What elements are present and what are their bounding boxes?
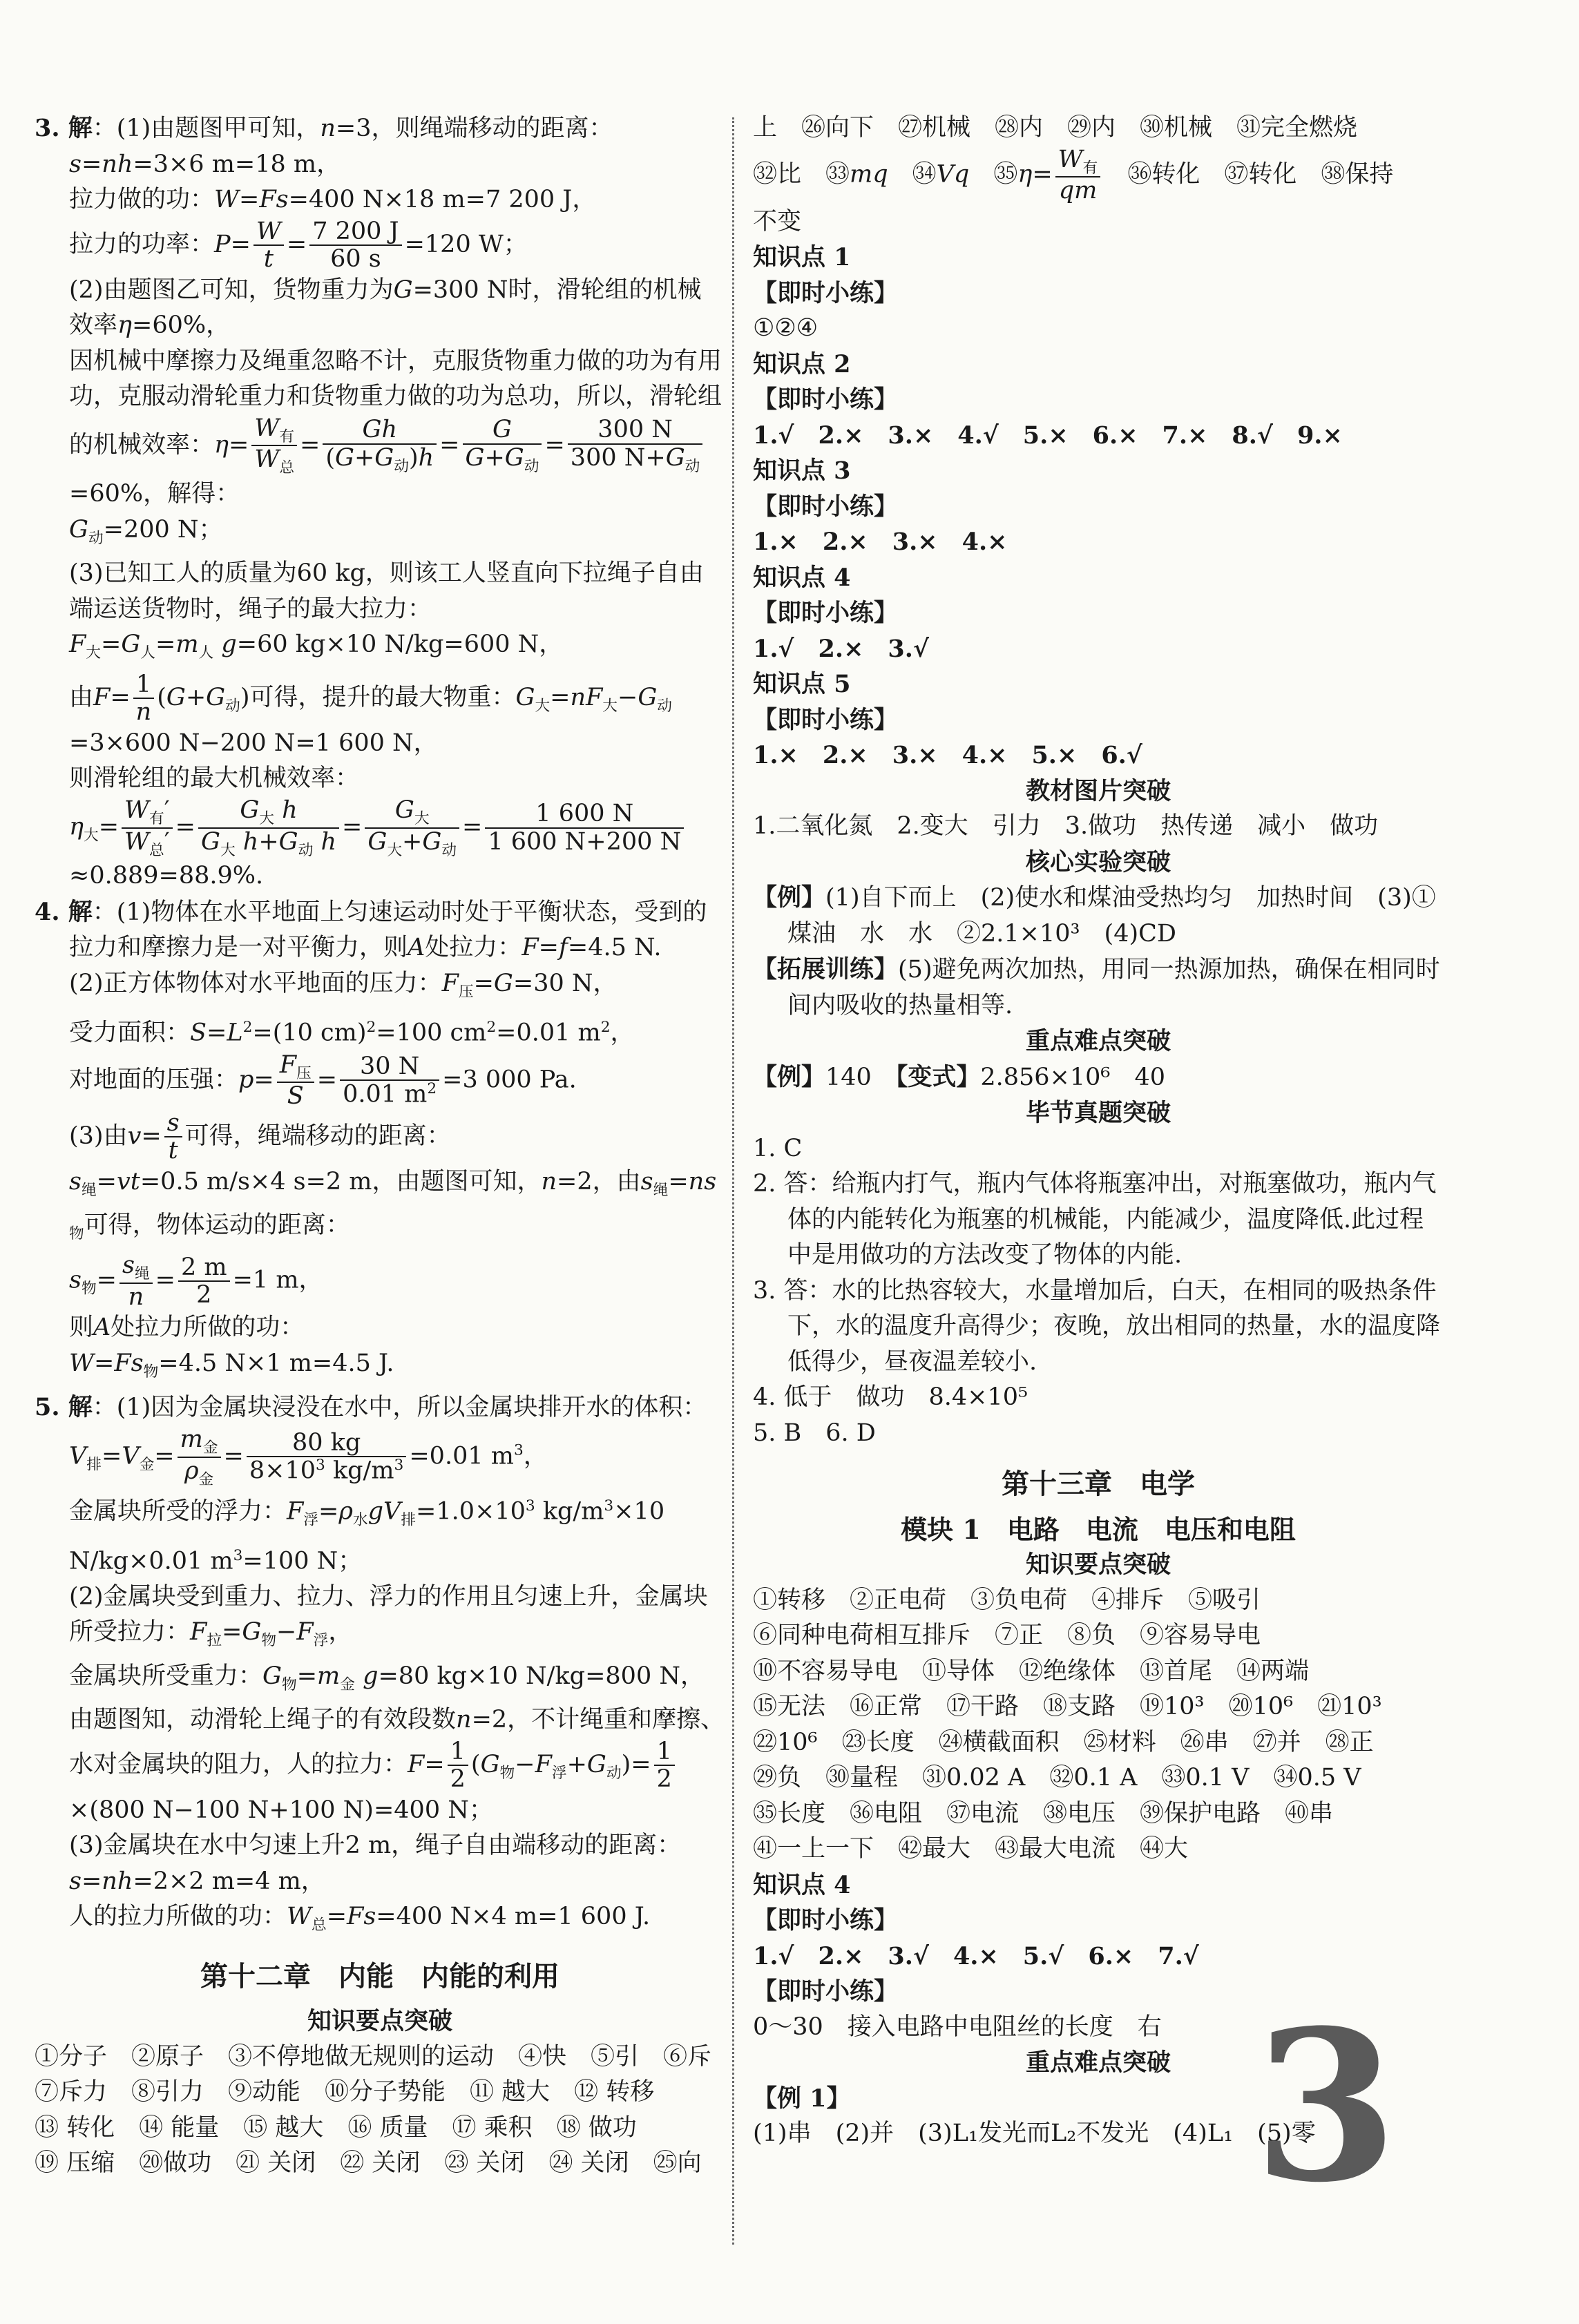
key-example xyxy=(753,1059,1444,1096)
knowledge-5-title: 知识点 5 xyxy=(753,670,851,699)
page-number: 3 xyxy=(1254,1984,1398,2228)
q4-line: (3)由v= $\frac{s}{t}$ 可得，绳端移动的距离： xyxy=(69,1108,451,1165)
q3-line: $F_大=G_人=m_人$ g=60 kg×10 N/kg=600 N， xyxy=(69,631,564,662)
q4-line: 受力面积：$S=L^2=(10$ cm)$^2$=100 $cm^2=0.01$ $m^2$， xyxy=(69,1019,635,1048)
ch13-answer-line: ㉟长度 ㊱电阻 ㊲电流 ㊳电压 ㊴保护电路 ㊵串 xyxy=(753,1799,1334,1827)
bijie-title: 毕节真题突破 xyxy=(1025,1099,1171,1128)
ch12-answer-line: ⑬ 转化 ⑭ 能量 ⑮ 越大 ⑯ 质量 ⑰ 乘积 ⑱ 做功 xyxy=(35,2113,637,2142)
bijie-q1: 1. C xyxy=(753,1134,803,1162)
practice-tag: 【即时小练】 xyxy=(753,492,899,521)
column-divider xyxy=(732,117,734,2245)
right-column xyxy=(753,111,1444,2152)
knowledge-4-title: 知识点 4 xyxy=(753,563,851,592)
q4-line: 对地面的压强：p= $\frac{F_压}{S}$ = $\frac{30 N}{0.01 m^2}$ =3 000 Pa. xyxy=(69,1050,577,1111)
q4-line: $s_绳=vt=0.5$ m/s×4 s=2 m，由题图可知，n=2，由$s_绳=ns_物$可得，物体运动的距离： xyxy=(69,1167,717,1243)
q3-line: s=nh=3×6 m=18 m， xyxy=(69,150,341,178)
q5-line: $V_排=V_金=$ $\frac{m_金}{\rho_金}$ = $\frac{80 kg}{8\times 10^3 kg/m^3}$ =0.01 $m^3$， xyxy=(69,1425,548,1488)
q4-line: 4. 解：(1)物体在水平地面上匀速运动时处于平衡状态，受到的拉力和摩擦力是一对平衡力，则A处拉力：F=f=4.5 N. xyxy=(35,897,707,962)
cont-line: ㉜比 ㉝mq ㉞Vq ㉟η= $\frac{W_有}{qm}$ ㊱转化 ㊲转化 ㊳保持 xyxy=(753,145,1394,205)
bijie-q56: 5. B 6. D xyxy=(753,1419,876,1447)
q5-line: 5. 解：(1)因为金属块浸没在水中，所以金属块排开水的体积： xyxy=(35,1393,707,1422)
q5-line: (3)金属块在水中匀速上升2 m，绳子自由端移动的距离： xyxy=(69,1832,682,1860)
practice-tag: 【即时小练】 xyxy=(753,599,899,628)
extension-label: 【拓展训练】 xyxy=(753,955,899,984)
q3-line: (2)由题图乙可知，货物重力为G=300 N时，滑轮组的机械效率η=60%， xyxy=(69,276,702,339)
core-extension xyxy=(753,952,1444,1024)
variant-label: 【变式】 xyxy=(895,1062,981,1091)
k4-answer: 1.√ 2.× 3.√ xyxy=(753,634,929,663)
q3-line: (3)已知工人的质量为60 kg，则该工人竖直向下拉绳子自由端运送货物时，绳子的最大拉力： xyxy=(69,559,704,623)
q5-line: 金属块所受的浮力：$F_浮=\rho_水gV_排=1.0\times 10^3$ $kg/m^3\times 10$ N/kg×0.01 $m^3=100$ N； xyxy=(69,1497,665,1575)
core-extension-text: (5)避免两次加热，用同一热源加热，确保在相同时间内吸收的热量相等. xyxy=(787,956,1440,1019)
q5-line: 人的拉力所做的功：$W_总=Fs=400$ N×4 m=1 600 J. xyxy=(69,1903,651,1934)
q4-line: $s_物=$ $\frac{s_绳}{n}$ = $\frac{2 m}{2}$ =1 m， xyxy=(69,1251,323,1311)
q4-line: 则A处拉力所做的功： xyxy=(69,1314,305,1342)
q5-line: s=nh=2×2 m=4 m， xyxy=(69,1867,325,1895)
k2-answer: 1.√ 2.× 3.× 4.√ 5.× 6.× 7.× 8.√ 9.× xyxy=(753,421,1343,450)
ch12-answer-line: ①分子 ②原子 ③不停地做无规则的运动 ④快 ⑤引 ⑥斥 xyxy=(35,2042,712,2071)
bijie-q4: 4. 低于 做功 8.4×10⁵ xyxy=(753,1383,1028,1412)
ch13-k4-answer: 1.√ 2.× 3.√ 4.× 5.√ 6.× 7.√ xyxy=(753,1941,1199,1970)
example-label: 【例】 xyxy=(753,883,826,912)
ch12-answer-line: ⑲ 压缩 ⑳做功 ㉑ 关闭 ㉒ 关闭 ㉓ 关闭 ㉔ 关闭 ㉕向 xyxy=(35,2149,702,2178)
ch13-answer-line: ㉒10⁶ ㉓长度 ㉔横截面积 ㉕材料 ㉖串 ㉗并 ㉘正 xyxy=(753,1728,1374,1756)
practice-tag: 【即时小练】 xyxy=(753,278,899,307)
practice-tag: 【即时小练】 xyxy=(753,1977,899,2006)
chapter-12-title: 第十二章 内能 内能的利用 xyxy=(200,1959,559,1992)
ch13-answer-line: ㊶一上一下 ㊷最大 ㊸最大电流 ㊹大 xyxy=(753,1835,1189,1863)
textbook-section-title: 教材图片突破 xyxy=(1025,776,1171,805)
q5-line: 由题图知，动滑轮上绳子的有效段数n=2，不计绳重和摩擦、水对金属块的阻力，人的拉力：F= $\frac{1}{2}$ $(G_物-F_浮+G_动)=$ $\frac{1}{2}$ ×(800 N−100 N+100 N)=400 N； xyxy=(69,1706,725,1824)
k3-answer: 1.× 2.× 3.× 4.× xyxy=(753,528,1008,557)
chapter-13-title: 第十三章 电学 xyxy=(1002,1468,1195,1501)
ch13-answer-line: ⑮无法 ⑯正常 ⑰干路 ⑱支路 ⑲10³ ⑳10⁶ ㉑10³ xyxy=(753,1693,1382,1721)
core-example xyxy=(753,880,1444,952)
practice-tag: 【即时小练】 xyxy=(753,385,899,414)
q3-line: 则滑轮组的最大机械效率： xyxy=(69,765,360,793)
cont-line: 不变 xyxy=(753,207,802,236)
q4-line: $W=Fs_物=4.5$ N×1 m=4.5 J. xyxy=(69,1349,394,1381)
key-example-text: 140 xyxy=(825,1063,872,1091)
ch13-answer-line: ⑩不容易导电 ⑪导体 ⑫绝缘体 ⑬首尾 ⑭两端 xyxy=(753,1657,1310,1685)
module-1-title: 模块 1 电路 电流 电压和电阻 xyxy=(901,1513,1296,1545)
q3-line: 拉力的功率：P= $\frac{W}{t}$ = $\frac{7 200 J}{60 s}$ =120 W； xyxy=(69,217,528,273)
knowledge-2-title: 知识点 2 xyxy=(753,349,851,378)
ch13-answer-line: ㉙负 ㉚量程 ㉛0.02 A ㉜0.1 A ㉝0.1 V ㉞0.5 V xyxy=(753,1764,1361,1792)
example-label: 【例】 xyxy=(753,1062,826,1091)
q5-line: 金属块所受重力：$G_物=m_金$ g=80 kg×10 N/kg=800 N， xyxy=(69,1662,705,1693)
practice-tag: 【即时小练】 xyxy=(753,1906,899,1935)
ch13-answer-line: ⑥同种电荷相互排斥 ⑦正 ⑧负 ⑨容易导电 xyxy=(753,1622,1261,1650)
k1-answer: ①②④ xyxy=(753,314,819,343)
textbook-answer: 1.二氧化氮 2.变大 引力 3.做功 热传递 减小 做功 xyxy=(753,812,1379,841)
core-experiment-title: 核心实验突破 xyxy=(1025,847,1171,876)
chapter-12-subtitle: 知识要点突破 xyxy=(307,2007,452,2036)
q3-line: 拉力做的功：W=Fs=400 N×18 m=7 200 J， xyxy=(69,186,597,213)
example-1-text: (1)串 (2)并 (3)L₁发光而L₂不发光 (4)L₁ (5)零 xyxy=(753,2120,1316,2148)
q3-line: 3. 解：(1)由题图甲可知，n=3，则绳端移动的距离： xyxy=(35,114,613,142)
left-column xyxy=(35,111,725,2182)
q3-line: 由F= $\frac{1}{n}$ $(G+G_动)$可得，提升的最大物重：$G_大=nF_大-G_动=3\times 600$ N−200 N=1 600 N， xyxy=(69,670,672,757)
ch13-knowledge-4-title: 知识点 4 xyxy=(753,1870,851,1899)
bijie-q3: 3. 答：水的比热容较大，水量增加后，白天，在相同的吸热条件下，水的温度升高得少；夜晚，放出相同的热量，水的温度降低得少，昼夜温差较小. xyxy=(753,1276,1441,1376)
ch12-answer-line: ⑦斥力 ⑧引力 ⑨动能 ⑩分子势能 ⑪ 越大 ⑫ 转移 xyxy=(35,2078,655,2106)
ch13-answer-line: ①转移 ②正电荷 ③负电荷 ④排斥 ⑤吸引 xyxy=(753,1586,1261,1614)
k5-answer: 1.× 2.× 3.× 4.× 5.× 6.√ xyxy=(753,741,1142,770)
key-variant-text: 2.856×10⁶ 40 xyxy=(980,1063,1165,1091)
bijie-q2: 2. 答：给瓶内打气，瓶内气体将瓶塞冲出，对瓶塞做功，瓶内气体的内能转化为瓶塞的机械能，内能减少，温度降低.此过程中是用做功的方法改变了物体的内能. xyxy=(753,1170,1437,1269)
knowledge-1-title: 知识点 1 xyxy=(753,243,851,272)
chapter-13-subtitle: 知识要点突破 xyxy=(1025,1550,1171,1579)
knowledge-3-title: 知识点 3 xyxy=(753,457,851,486)
core-example-text: (1)自下而上 (2)使水和煤油受热均匀 加热时间 (3)①煤油 水 水 ②2.1×10³ (4)CD xyxy=(787,884,1436,948)
q3-line: $G_动=200$ N； xyxy=(69,515,223,547)
ch13-key-difficulty-title: 重点难点突破 xyxy=(1025,2048,1171,2077)
key-difficulty-title: 重点难点突破 xyxy=(1025,1027,1171,1056)
ch13-k4-answer2: 0～30 接入电路中电阻丝的长度 右 xyxy=(753,2013,1162,2041)
q3-line: 因机械中摩擦力及绳重忽略不计，克服货物重力做的功为有用功，克服动滑轮重力和货物重力做的功为总功，所以，滑轮组的机械效率：η= $\frac{W_有}{W_总}$ = $\frac{Gh}{(G+G_动)h}$ = $\frac{G}{G+G_动}$ = $\frac{300 N}{300 N+G_动}$ =60%，解得： xyxy=(69,347,722,508)
example-1-label: 【例 1】 xyxy=(753,2084,851,2113)
q3-line: $\eta_大=$ $\frac{W_有'}{W_总'}$ = $\frac{G_大 h}{G_大 h+G_动 h}$ = $\frac{G_大}{G_大+G_动}$ = $\frac{1 600 N}{1 600 N+200 N}$ ≈0.889=88.9%. xyxy=(35,797,725,894)
practice-tag: 【即时小练】 xyxy=(753,705,899,734)
q4-line: (2)正方体物体对水平地面的压力：$F_压=G=30$ N， xyxy=(69,969,618,1001)
q5-line: (2)金属块受到重力、拉力、浮力的作用且匀速上升，金属块所受拉力：$F_拉=G_物-F_浮$， xyxy=(69,1582,708,1650)
cont-line: 上 ㉖向下 ㉗机械 ㉘内 ㉙内 ㉚机械 ㉛完全燃烧 xyxy=(753,114,1358,142)
